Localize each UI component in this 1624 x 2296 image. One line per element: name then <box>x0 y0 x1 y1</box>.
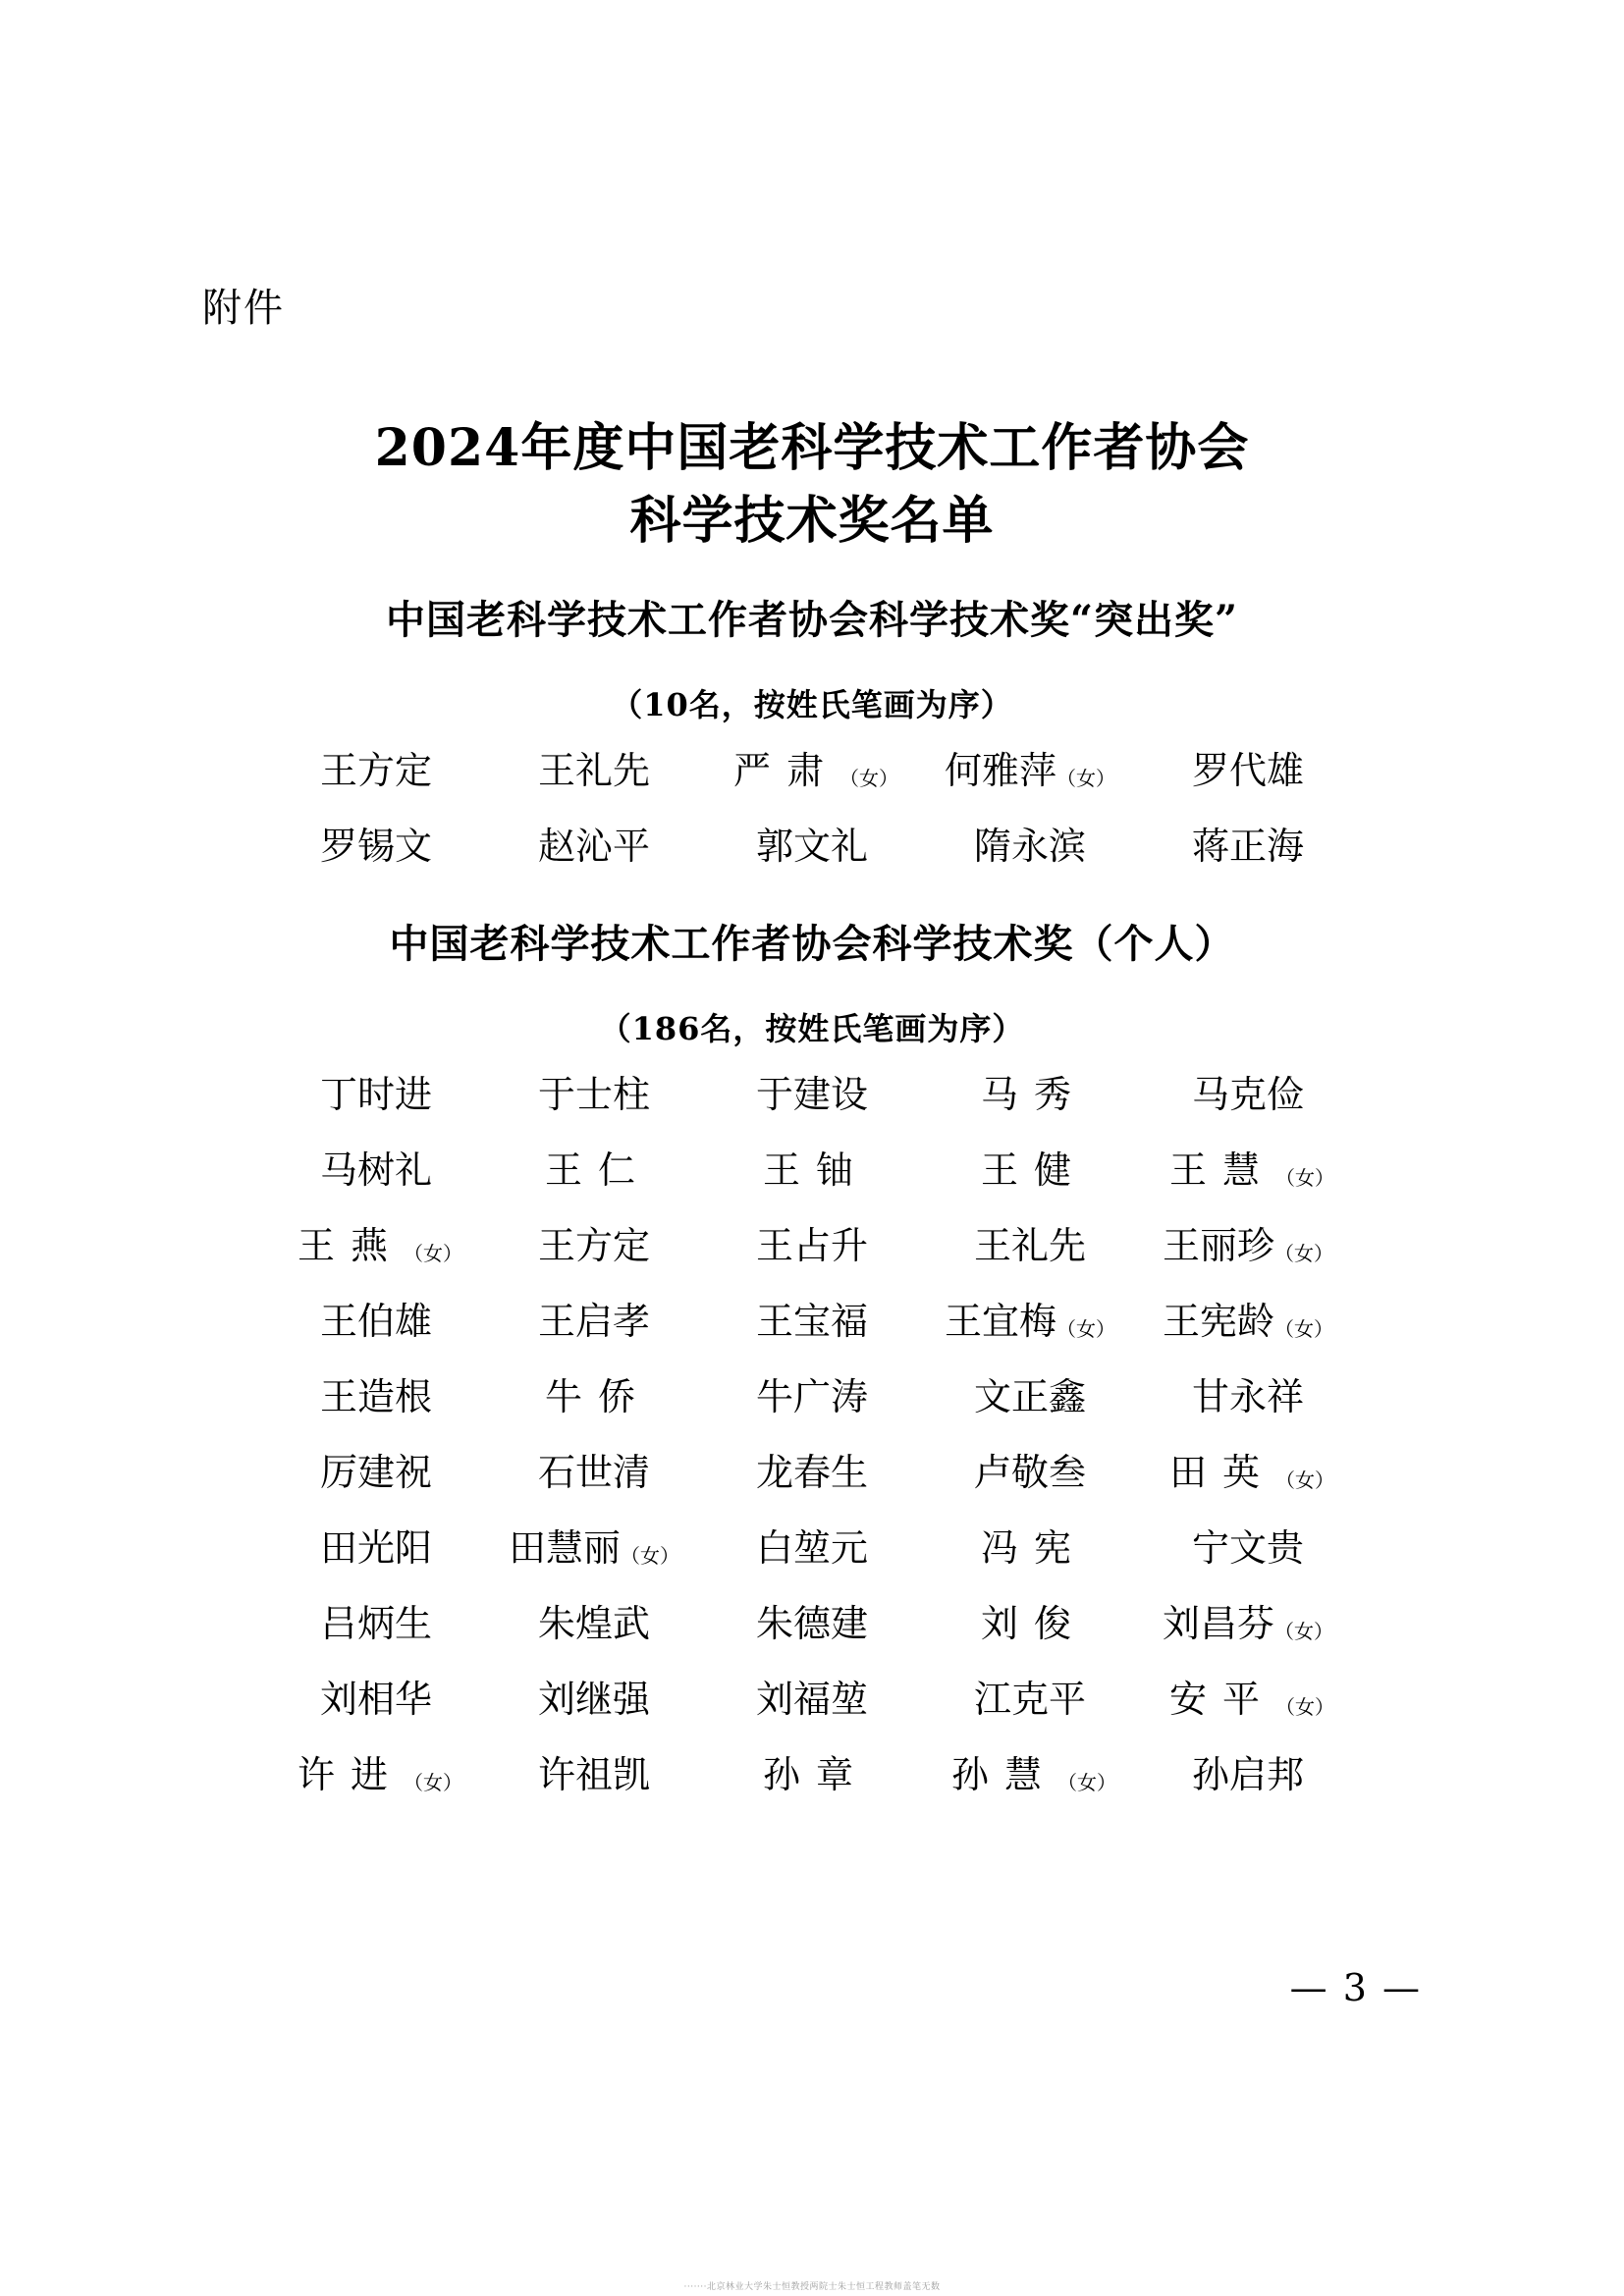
person-name: 马树礼 <box>319 1148 432 1192</box>
name-entry <box>1139 1672 1357 1728</box>
name-entry <box>921 1596 1139 1652</box>
gender-marker: （女） <box>1056 1317 1115 1341</box>
name-entry <box>921 1067 1139 1123</box>
person-name: 石世清 <box>537 1451 650 1494</box>
person-name: 王健 <box>980 1148 1087 1192</box>
name-entry <box>703 1596 921 1652</box>
name-entry <box>267 1143 485 1199</box>
person-name: 牛侨 <box>544 1375 651 1418</box>
person-name: 王方定 <box>537 1224 650 1267</box>
person-name: 刘福堃 <box>755 1678 868 1721</box>
name-entry <box>1139 743 1357 799</box>
gender-marker: （女） <box>404 1771 462 1794</box>
name-entry <box>485 1445 703 1501</box>
person-name: 郭文礼 <box>755 825 868 868</box>
name-entry <box>921 1521 1139 1576</box>
name-entry <box>703 1445 921 1501</box>
person-name: 王丽珍 <box>1162 1224 1274 1267</box>
person-name: 牛广涛 <box>755 1375 868 1418</box>
name-entry <box>921 1143 1139 1199</box>
name-entry <box>1139 1143 1357 1199</box>
person-name: 王仁 <box>544 1148 651 1192</box>
name-entry <box>267 1521 485 1576</box>
name-entry <box>1139 1747 1357 1803</box>
gender-marker: （女） <box>621 1544 679 1568</box>
person-name: 于士柱 <box>537 1073 650 1116</box>
person-name: 严肃 <box>732 749 839 792</box>
section-subheading: （10名，按姓氏笔画为序） <box>611 686 1013 723</box>
gender-marker: （女） <box>1274 1620 1333 1643</box>
name-entry <box>485 1521 703 1576</box>
name-entry <box>267 1672 485 1728</box>
person-name: 田慧丽 <box>508 1526 621 1570</box>
person-name: 王占升 <box>755 1224 868 1267</box>
name-entry <box>267 819 485 875</box>
name-entry <box>921 1369 1139 1425</box>
name-list <box>267 1067 1357 1803</box>
person-name: 王启孝 <box>537 1300 650 1343</box>
person-name: 刘继强 <box>537 1678 650 1721</box>
person-name: 刘相华 <box>319 1678 432 1721</box>
name-entry <box>1139 1067 1357 1123</box>
name-entry <box>921 743 1139 799</box>
name-entry <box>703 1067 921 1123</box>
person-name: 孙慧 <box>950 1753 1057 1796</box>
name-entry <box>267 743 485 799</box>
name-entry <box>1139 1596 1357 1652</box>
person-name: 王燕 <box>297 1224 404 1267</box>
person-name: 卢敬叁 <box>973 1451 1086 1494</box>
person-name: 田光阳 <box>319 1526 432 1570</box>
person-name: 厉建祝 <box>319 1451 432 1494</box>
name-entry <box>1139 1294 1357 1350</box>
gender-marker: （女） <box>1275 1166 1334 1190</box>
name-entry <box>267 1294 485 1350</box>
person-name: 罗锡文 <box>319 825 432 868</box>
person-name: 朱德建 <box>755 1602 868 1645</box>
gender-marker: （女） <box>1274 1242 1333 1265</box>
name-entry <box>921 1445 1139 1501</box>
person-name: 于建设 <box>755 1073 868 1116</box>
person-name: 刘昌芬 <box>1162 1602 1274 1645</box>
section-heading: 中国老科学技术工作者协会科学技术奖（个人） <box>389 921 1235 967</box>
name-entry <box>1139 1218 1357 1274</box>
name-entry <box>267 1067 485 1123</box>
name-entry <box>485 1143 703 1199</box>
person-name: 王伯雄 <box>319 1300 432 1343</box>
name-entry <box>485 1672 703 1728</box>
name-entry <box>703 1672 921 1728</box>
gender-marker: （女） <box>1057 1771 1116 1794</box>
page-title-line-1: 2024年度中国老科学技术工作者协会 <box>374 418 1250 478</box>
name-entry <box>485 1294 703 1350</box>
name-entry <box>921 1294 1139 1350</box>
person-name: 田英 <box>1168 1451 1275 1494</box>
person-name: 王造根 <box>319 1375 432 1418</box>
name-entry <box>703 1218 921 1274</box>
page-title <box>0 412 1624 558</box>
name-entry <box>1139 819 1357 875</box>
name-entry <box>703 1747 921 1803</box>
person-name: 赵沁平 <box>537 825 650 868</box>
name-entry <box>1139 1521 1357 1576</box>
person-name: 吕炳生 <box>319 1602 432 1645</box>
name-entry <box>1139 1445 1357 1501</box>
person-name: 冯宪 <box>980 1526 1087 1570</box>
page-number: — 3 — <box>1289 1966 1422 2009</box>
name-entry <box>485 1218 703 1274</box>
person-name: 隋永滨 <box>973 825 1086 868</box>
person-name: 朱煌武 <box>537 1602 650 1645</box>
name-entry <box>703 819 921 875</box>
name-entry <box>703 1369 921 1425</box>
name-entry <box>485 1369 703 1425</box>
person-name: 宁文贵 <box>1191 1526 1304 1570</box>
footer-watermark: ·······北京林业大学朱士恒教授两院士朱士恒工程教师盖笔无数 <box>683 2282 941 2292</box>
person-name: 龙春生 <box>755 1451 868 1494</box>
attachment-label: 附件 <box>202 286 285 331</box>
name-entry <box>485 1596 703 1652</box>
person-name: 许进 <box>297 1753 404 1796</box>
person-name: 王礼先 <box>973 1224 1086 1267</box>
person-name: 王慧 <box>1168 1148 1275 1192</box>
person-name: 王方定 <box>319 749 432 792</box>
gender-marker: （女） <box>1275 1468 1334 1492</box>
person-name: 王铀 <box>762 1148 869 1192</box>
name-entry <box>921 1747 1139 1803</box>
person-name: 丁时进 <box>319 1073 432 1116</box>
name-entry <box>921 819 1139 875</box>
person-name: 文正鑫 <box>973 1375 1086 1418</box>
person-name: 孙启邦 <box>1191 1753 1304 1796</box>
person-name: 许祖凯 <box>537 1753 650 1796</box>
gender-marker: （女） <box>1274 1317 1333 1341</box>
person-name: 马克俭 <box>1191 1073 1304 1116</box>
person-name: 马秀 <box>980 1073 1087 1116</box>
gender-marker: （女） <box>839 767 898 790</box>
section-subheading: （186名，按姓氏笔画为序） <box>599 1010 1025 1047</box>
person-name: 白堃元 <box>755 1526 868 1570</box>
person-name: 王宪龄 <box>1162 1300 1274 1343</box>
section-outstanding-award <box>0 589 1624 875</box>
name-entry <box>485 1747 703 1803</box>
name-entry <box>703 743 921 799</box>
gender-marker: （女） <box>1275 1695 1334 1719</box>
gender-marker: （女） <box>1056 767 1115 790</box>
name-entry <box>921 1218 1139 1274</box>
page-title-line-2: 科学技术奖名单 <box>629 490 995 551</box>
name-entry <box>267 1445 485 1501</box>
person-name: 蒋正海 <box>1191 825 1304 868</box>
name-entry <box>267 1596 485 1652</box>
person-name: 江克平 <box>973 1678 1086 1721</box>
name-entry <box>703 1143 921 1199</box>
person-name: 孙章 <box>762 1753 869 1796</box>
name-list <box>267 743 1357 875</box>
name-entry <box>485 819 703 875</box>
name-entry <box>921 1672 1139 1728</box>
person-name: 王礼先 <box>537 749 650 792</box>
name-entry <box>485 1067 703 1123</box>
person-name: 何雅萍 <box>944 749 1056 792</box>
section-individual-award <box>0 913 1624 1803</box>
person-name: 王宝福 <box>755 1300 868 1343</box>
person-name: 刘俊 <box>980 1602 1087 1645</box>
gender-marker: （女） <box>404 1242 462 1265</box>
person-name: 安平 <box>1168 1678 1275 1721</box>
person-name: 罗代雄 <box>1191 749 1304 792</box>
name-entry <box>267 1369 485 1425</box>
name-entry <box>703 1294 921 1350</box>
name-entry <box>1139 1369 1357 1425</box>
person-name: 甘永祥 <box>1191 1375 1304 1418</box>
name-entry <box>703 1521 921 1576</box>
name-entry <box>267 1218 485 1274</box>
name-entry <box>267 1747 485 1803</box>
section-heading: 中国老科学技术工作者协会科学技术奖“突出奖” <box>385 597 1238 643</box>
person-name: 王宜梅 <box>944 1300 1056 1343</box>
name-entry <box>485 743 703 799</box>
